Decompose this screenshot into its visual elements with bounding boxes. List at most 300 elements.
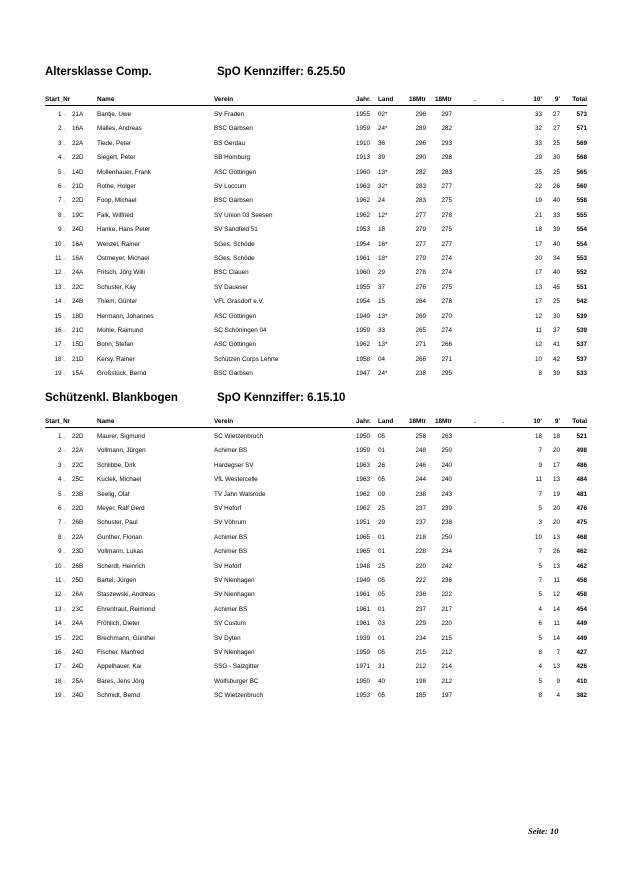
cell-verein: SV Nienhagen [214, 591, 255, 599]
cell-name: Schlibbe, Dirk [97, 461, 136, 469]
header-total: Total [572, 418, 587, 425]
cell-land: 37 [378, 283, 386, 291]
class-name: Altersklasse Comp. [45, 66, 152, 78]
cell-c9: 17 [552, 461, 560, 469]
cell-m2: 293 [441, 139, 452, 147]
cell-start: 23C [72, 605, 84, 613]
rank: 15 . [54, 312, 65, 320]
cell-start: 22A [72, 139, 84, 147]
rank: 10 . [54, 562, 65, 570]
cell-start: 22C [72, 634, 84, 642]
cell-c9: 18 [552, 433, 560, 440]
cell-name: Ehrentraut, Reimond [97, 605, 156, 613]
cell-c9: 14 [552, 605, 560, 613]
header-d1: . [474, 96, 476, 103]
cell-m2: 212 [441, 677, 452, 685]
table-row [0, 546, 620, 557]
cell-m2: 274 [441, 327, 452, 334]
header-c10: 10' [533, 96, 542, 103]
page-number: Seite: 10 [528, 826, 559, 836]
cell-m1: 237 [415, 505, 426, 512]
cell-verein: SV Sandfeld 51 [214, 226, 258, 234]
cell-c9: 25 [552, 139, 560, 147]
cell-m1: 264 [415, 298, 426, 306]
header-c9: 9' [554, 418, 560, 425]
rank: 6 . [57, 183, 65, 190]
cell-verein: SGes. Schöde [214, 240, 255, 248]
cell-c9: 11 [553, 620, 560, 628]
cell-c10: 32 [534, 125, 542, 133]
cell-jahr: 1961 [356, 620, 371, 628]
cell-verein: Schützen Corps Lehrte [214, 355, 279, 363]
cell-total: 571 [576, 125, 587, 133]
rank: 1 . [57, 433, 65, 440]
cell-total: 454 [576, 605, 587, 613]
cell-m2: 274 [441, 255, 452, 262]
cell-name: Seelig, Olaf [97, 490, 130, 498]
cell-start: 22D [72, 154, 84, 162]
cell-m2: 295 [441, 370, 452, 378]
cell-total: 551 [576, 283, 587, 291]
table-row [0, 152, 620, 163]
cell-verein: TV Jahn Walsrode [214, 490, 266, 498]
cell-c10: 17 [534, 240, 542, 248]
cell-m2: 214 [441, 663, 452, 671]
cell-start: 24D [72, 692, 84, 700]
cell-name: Hermann, Johannes [97, 312, 154, 320]
cell-start: 22A [72, 533, 84, 541]
cell-name: Schuster, Paul [97, 519, 138, 527]
cell-c9: 12 [552, 591, 560, 599]
cell-jahr: 1950 [356, 677, 371, 685]
cell-land: 01 [378, 533, 386, 541]
cell-start: 14D [72, 168, 84, 176]
rank: 2 . [57, 447, 65, 455]
cell-verein: Achimer BS [214, 533, 248, 541]
cell-m1: 220 [415, 562, 426, 570]
cell-jahr: 1962 [356, 211, 371, 219]
cell-m2: 212 [441, 649, 452, 656]
rank: 7 . [57, 519, 65, 527]
cell-jahr: 1962 [356, 341, 371, 349]
rank: 19 . [54, 370, 65, 378]
cell-total: 539 [576, 312, 587, 320]
cell-land: 05 [378, 591, 386, 599]
cell-jahr: 1939 [356, 634, 371, 642]
header-m1: 18Mtr [408, 418, 426, 425]
cell-total: 569 [576, 139, 587, 147]
cell-name: Kersy, Rainer [97, 355, 135, 363]
cell-start: 22A [72, 447, 84, 455]
cell-verein: SC Wietzenbruch [214, 433, 263, 440]
cell-verein: SV Union 03 Seesen [214, 211, 273, 219]
cell-name: Schmidt, Bernd [97, 692, 141, 700]
cell-start: 22C [72, 461, 84, 469]
cell-land: 29 [378, 519, 386, 527]
cell-land: 05 [378, 476, 386, 484]
cell-jahr: 1961 [356, 605, 371, 613]
cell-jahr: 1965 [356, 533, 371, 541]
cell-total: 537 [576, 341, 587, 349]
rank: 15 . [54, 634, 65, 642]
cell-jahr: 1962 [356, 490, 371, 498]
cell-name: Schuster, Kay [97, 283, 136, 291]
cell-land: 09 [378, 490, 386, 498]
header-d2: . [502, 96, 504, 103]
cell-total: 475 [576, 519, 587, 527]
cell-jahr: 1963 [356, 476, 371, 484]
cell-m1: 271 [415, 341, 426, 349]
cell-land: 01 [378, 605, 386, 613]
table-row [0, 239, 620, 250]
cell-verein: SV Nienhagen [214, 577, 255, 584]
rank: 8 . [57, 533, 65, 541]
cell-name: Mohle, Raimund [97, 327, 143, 334]
cell-name: Scherdt, Heinrich [97, 562, 146, 570]
cell-start: 16A [72, 240, 84, 248]
cell-c9: 14 [552, 634, 560, 642]
cell-c10: 10 [534, 355, 542, 363]
cell-total: 449 [576, 634, 587, 642]
table-row [0, 210, 620, 221]
cell-jahr: 1959 [356, 125, 371, 133]
cell-m2: 215 [441, 634, 452, 642]
cell-c10: 9 [538, 461, 542, 469]
cell-jahr: 1953 [356, 226, 371, 234]
cell-jahr: 1947 [356, 370, 371, 378]
cell-start: 26B [72, 519, 84, 527]
header-name: Name [97, 96, 115, 103]
cell-total: 565 [576, 168, 587, 176]
cell-land: 18* [378, 255, 388, 262]
header-c9: 9' [554, 96, 560, 103]
cell-total: 410 [576, 677, 587, 685]
cell-name: Fischer, Manfred [97, 649, 144, 656]
cell-m2: 240 [441, 476, 452, 484]
rank: 4 . [57, 154, 65, 162]
cell-total: 558 [576, 197, 587, 205]
table-row [0, 195, 620, 206]
table-row [0, 604, 620, 615]
cell-jahr: 1960 [356, 269, 371, 277]
cell-verein: SC Schöningen 04 [214, 327, 267, 334]
cell-jahr: 1910 [356, 139, 371, 147]
table-row [0, 676, 620, 687]
cell-c9: 40 [552, 197, 560, 205]
cell-land: 32* [378, 183, 388, 190]
cell-start: 18D [72, 312, 84, 320]
cell-jahr: 1959 [356, 327, 371, 334]
table-row [0, 460, 620, 471]
cell-start: 19C [72, 211, 84, 219]
cell-name: Kuclek, Michael [97, 476, 142, 484]
table-row [0, 354, 620, 365]
table-header [0, 94, 620, 105]
table-row [0, 503, 620, 514]
cell-jahr: 1949 [356, 577, 371, 584]
rank: 4 . [57, 476, 65, 484]
cell-c9: 13 [552, 663, 560, 671]
cell-c9: 7 [556, 649, 560, 656]
cell-m2: 217 [441, 605, 452, 613]
cell-land: 33 [378, 327, 386, 334]
cell-m1: 215 [415, 649, 426, 656]
rank: 3 . [57, 461, 65, 469]
cell-total: 427 [576, 649, 587, 656]
cell-m2: 222 [441, 591, 452, 599]
cell-total: 554 [576, 226, 587, 234]
cell-name: Vollmann, Jürgen [97, 447, 146, 455]
rank: 11 . [54, 577, 65, 584]
cell-verein: SV Dyten [214, 634, 241, 642]
cell-land: 25 [378, 562, 386, 570]
cell-name: Bartel, Jürgen [97, 577, 137, 584]
cell-start: 21D [72, 183, 84, 190]
cell-m2: 250 [441, 533, 452, 541]
cell-name: Staszewski, Andreas [97, 591, 156, 599]
header-land: Land [378, 96, 394, 103]
cell-total: 426 [576, 663, 587, 671]
cell-verein: Hardegser SV [214, 461, 254, 469]
cell-land: 15 [378, 298, 386, 306]
cell-name: Wenzel, Rainer [97, 240, 140, 248]
cell-total: 382 [576, 692, 587, 700]
cell-total: 476 [576, 505, 587, 512]
cell-c10: 25 [534, 168, 542, 176]
cell-c9: 30 [552, 154, 560, 162]
cell-c10: 29 [534, 154, 542, 162]
cell-c9: 34 [552, 255, 560, 262]
cell-m2: 220 [441, 620, 452, 628]
cell-c9: 37 [552, 327, 560, 334]
cell-jahr: 1958 [356, 355, 371, 363]
rank: 14 . [54, 620, 65, 628]
cell-c9: 19 [552, 490, 560, 498]
cell-m1: 276 [415, 283, 426, 291]
cell-land: 01 [378, 634, 386, 642]
table-row [0, 561, 620, 572]
cell-c9: 33 [552, 211, 560, 219]
cell-m1: 229 [415, 620, 426, 628]
cell-m1: 296 [415, 139, 426, 147]
cell-c9: 27 [552, 125, 560, 133]
cell-verein: ASC Göttingen [214, 168, 257, 176]
cell-total: 539 [576, 327, 587, 334]
table-row [0, 575, 620, 586]
cell-start: 21C [72, 327, 84, 334]
cell-jahr: 1950 [356, 433, 371, 440]
cell-land: 03 [378, 620, 386, 628]
cell-total: 498 [576, 447, 587, 455]
cell-jahr: 1955 [356, 283, 371, 291]
cell-land: 40 [378, 677, 386, 685]
spo-code: SpO Kennziffer: 6.15.10 [217, 392, 346, 404]
cell-name: Falk, Wilfried [97, 211, 134, 219]
cell-jahr: 1971 [356, 663, 371, 671]
header-verein: Verein [214, 96, 234, 103]
header-divider [45, 427, 587, 428]
table-row [0, 167, 620, 178]
cell-c10: 19 [534, 197, 542, 205]
cell-c10: 7 [538, 490, 542, 498]
cell-total: 573 [576, 111, 587, 118]
cell-land: 24* [378, 125, 388, 133]
cell-land: 04 [378, 355, 386, 363]
table-row [0, 633, 620, 644]
cell-m2: 271 [441, 355, 452, 363]
cell-start: 22D [72, 433, 84, 440]
cell-c9: 45 [552, 283, 560, 291]
cell-m2: 263 [441, 433, 452, 440]
cell-c10: 4 [538, 663, 542, 671]
cell-start: 23D [72, 548, 84, 556]
cell-name: Tiede, Peter [97, 139, 132, 147]
cell-c10: 21 [534, 211, 542, 219]
cell-m1: 277 [415, 240, 426, 248]
cell-c10: 17 [534, 269, 542, 277]
cell-c10: 8 [538, 692, 542, 700]
cell-start: 24D [72, 226, 84, 234]
cell-start: 16A [72, 125, 84, 133]
cell-m2: 298 [441, 154, 452, 162]
header-m2: 18Mtr [434, 96, 452, 103]
table-row [0, 311, 620, 322]
table-row [0, 253, 620, 264]
cell-c10: 11 [535, 327, 542, 334]
cell-m1: 265 [415, 327, 426, 334]
cell-land: 31 [378, 663, 386, 671]
header-name: Name [97, 418, 115, 425]
cell-name: Meyer, Ralf Gerd [97, 505, 145, 512]
table-row [0, 690, 620, 701]
cell-name: Hanke, Hans Peter [97, 226, 151, 234]
cell-start: 23B [72, 490, 84, 498]
cell-m1: 244 [415, 476, 426, 484]
cell-total: 542 [576, 298, 587, 306]
cell-c9: 20 [552, 505, 560, 512]
cell-verein: BS Gerdau [214, 139, 246, 147]
cell-name: Foop, Michael [97, 197, 137, 205]
rank: 3 . [57, 139, 65, 147]
cell-c10: 5 [538, 591, 542, 599]
rank: 5 . [57, 490, 65, 498]
cell-c10: 5 [538, 634, 542, 642]
cell-verein: Wolfsburger BC [214, 677, 259, 685]
cell-jahr: 1953 [356, 692, 371, 700]
cell-verein: SV Nienhagen [214, 649, 255, 656]
table-row [0, 445, 620, 456]
rank: 10 . [54, 240, 65, 248]
cell-m1: 198 [415, 677, 426, 685]
cell-start: 24D [72, 663, 84, 671]
cell-m1: 283 [415, 183, 426, 190]
cell-verein: SV Hoforf [214, 562, 242, 570]
cell-jahr: 1951 [356, 519, 371, 527]
cell-jahr: 1965 [356, 548, 371, 556]
cell-verein: ASC Göttingen [214, 312, 257, 320]
table-row [0, 181, 620, 192]
cell-m1: 258 [415, 433, 426, 440]
cell-c10: 7 [538, 577, 542, 584]
cell-start: 26B [72, 562, 84, 570]
cell-c10: 7 [538, 548, 542, 556]
cell-land: 01 [378, 548, 386, 556]
cell-jahr: 1961 [356, 255, 371, 262]
cell-c10: 8 [538, 649, 542, 656]
cell-c10: 22 [534, 183, 542, 190]
cell-c10: 33 [534, 111, 542, 118]
cell-c10: 18 [534, 226, 542, 234]
cell-c10: 5 [538, 677, 542, 685]
table-row [0, 489, 620, 500]
table-row [0, 618, 620, 629]
header-m2: 18Mtr [434, 418, 452, 425]
cell-m2: 266 [441, 341, 452, 349]
cell-m1: 248 [415, 447, 426, 455]
cell-land: 39 [378, 154, 386, 162]
cell-m1: 222 [415, 577, 426, 584]
cell-jahr: 1955 [356, 111, 371, 118]
header-d1: . [474, 418, 476, 425]
cell-jahr: 1954 [356, 298, 371, 306]
rank: 8 . [57, 211, 65, 219]
rank: 13 . [54, 605, 65, 613]
cell-m2: 282 [441, 125, 452, 133]
cell-m2: 240 [441, 461, 452, 469]
table-row [0, 647, 620, 658]
cell-m1: 266 [415, 355, 426, 363]
rank: 18 . [54, 677, 65, 685]
rank: 17 . [54, 341, 65, 349]
cell-total: 462 [576, 548, 587, 556]
cell-m1: 236 [415, 591, 426, 599]
table-header [0, 416, 620, 427]
cell-start: 24A [72, 269, 84, 277]
header-jahr: Jahr. [356, 96, 371, 103]
rank: 9 . [57, 548, 65, 556]
cell-m1: 279 [415, 226, 426, 234]
table-row [0, 138, 620, 149]
cell-m1: 289 [415, 125, 426, 133]
cell-start: 16A [72, 255, 84, 262]
cell-total: 568 [576, 154, 587, 162]
table-row [0, 368, 620, 379]
cell-verein: SV Custum [214, 620, 246, 628]
cell-m1: 218 [415, 533, 426, 541]
cell-c9: 13 [552, 533, 560, 541]
cell-m2: 278 [441, 211, 452, 219]
cell-m1: 212 [415, 663, 426, 671]
cell-start: 21A [72, 111, 84, 118]
cell-name: Bonn, Stefan [97, 341, 134, 349]
cell-land: 13* [378, 168, 388, 176]
cell-start: 25A [72, 677, 84, 685]
cell-c10: 20 [534, 255, 542, 262]
cell-c10: 11 [535, 476, 542, 484]
cell-land: 25 [378, 505, 386, 512]
cell-start: 15D [72, 341, 84, 349]
cell-m1: 238 [415, 370, 426, 378]
cell-verein: VFL Grasdorf e.V. [214, 298, 264, 306]
rank: 19 . [54, 692, 65, 700]
cell-verein: BSC Clauen [214, 269, 249, 277]
header-d2: . [502, 418, 504, 425]
cell-name: Thiem, Günter [97, 298, 138, 306]
rank: 2 . [57, 125, 65, 133]
cell-total: 468 [576, 533, 587, 541]
cell-jahr: 1913 [356, 154, 371, 162]
rank: 1 . [57, 111, 65, 118]
